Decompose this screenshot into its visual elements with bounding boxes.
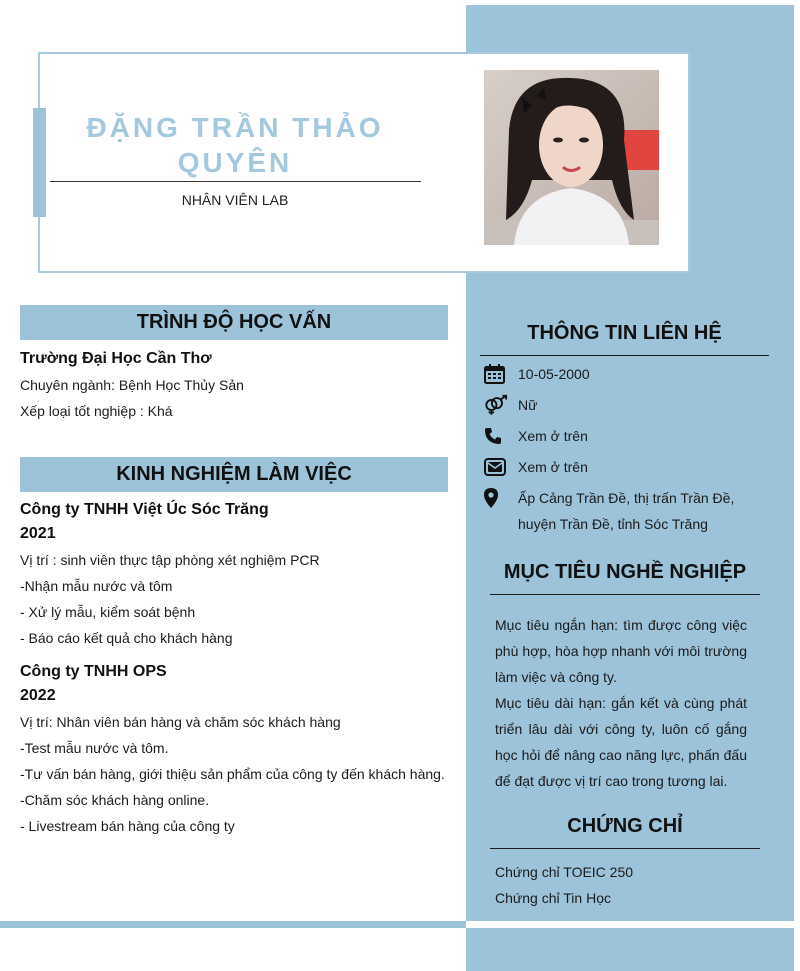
objective-heading: MỤC TIÊU NGHỀ NGHIỆP: [503, 561, 747, 583]
gender-icon: [484, 392, 508, 418]
job-2-year: 2022: [20, 687, 56, 704]
certificate-item: Chứng chỉ Tin Học: [495, 890, 611, 906]
objective-divider: [490, 594, 760, 595]
job-2-detail: -Test mẫu nước và tôm.: [20, 740, 169, 756]
header-accent-bar: [33, 108, 46, 217]
profile-photo: [484, 70, 659, 245]
contact-item-address: [484, 485, 784, 537]
phone-icon: [484, 423, 508, 449]
profile-photo-illustration: [484, 70, 659, 245]
job-title: NHÂN VIÊN LAB: [181, 192, 289, 208]
job-1-detail: -Nhận mẫu nước và tôm: [20, 578, 173, 594]
objective-text: [495, 612, 747, 794]
footer-strip: [0, 921, 466, 928]
contact-divider: [480, 355, 769, 356]
education-heading: TRÌNH ĐỘ HỌC VẤN: [20, 305, 448, 340]
contact-heading: THÔNG TIN LIÊN HỆ: [527, 322, 722, 344]
certificate-item: Chứng chỉ TOEIC 250: [495, 864, 634, 880]
objective-short-term: Mục tiêu ngắn hạn: tìm được công việc phù hợp, hòa hợp nhanh với môi trường làm việc và công ty.: [495, 617, 747, 685]
contact-gender-text: Nữ: [518, 397, 538, 413]
contact-address-text: Ấp Cảng Trần Đề, thị trấn Trần Đề, huyện Trần Đề, tỉnh Sóc Trăng: [518, 490, 735, 532]
education-major: Chuyên ngành: Bệnh Học Thủy Sản: [20, 377, 244, 393]
certificates-heading: CHỨNG CHỈ: [567, 815, 683, 837]
contact-birthdate-text: 10-05-2000: [518, 366, 590, 382]
contact-email-text: Xem ở trên: [518, 459, 588, 475]
job-2-detail: -Chăm sóc khách hàng online.: [20, 792, 210, 808]
objective-long-term: Mục tiêu dài hạn: gắn kết và cùng phát triển lâu dài với công ty, luôn cố gắng học hỏi để nâng cao năng lực, phấn đấu để đạt được vị trí cao trong tương lai.: [495, 695, 747, 789]
job-1-year: 2021: [20, 525, 56, 542]
contact-phone-text: Xem ở trên: [518, 428, 588, 444]
job-1-detail: - Báo cáo kết quả cho khách hàng: [20, 630, 233, 646]
candidate-name: [50, 110, 420, 180]
education-grade: Xếp loại tốt nghiệp : Khá: [20, 403, 173, 419]
education-school: Trường Đại Học Cần Thơ: [20, 350, 212, 367]
experience-heading: KINH NGHIỆM LÀM VIỆC: [20, 457, 448, 492]
name-divider: [50, 181, 421, 182]
job-2-company: Công ty TNHH OPS: [20, 663, 167, 680]
job-1-company: Công ty TNHH Việt Úc Sóc Trăng: [20, 501, 269, 518]
location-pin-icon: [484, 485, 508, 511]
candidate-name-line1: ĐẶNG TRẦN THẢO: [86, 112, 384, 143]
job-2-detail: -Tư vấn bán hàng, giới thiệu sản phẩm của công ty đến khách hàng.: [20, 766, 445, 782]
calendar-icon: [484, 361, 508, 387]
certificates-divider: [490, 848, 760, 849]
footer-block: [466, 928, 794, 971]
job-1-detail: Vị trí : sinh viên thực tập phòng xét nghiệm PCR: [20, 552, 320, 568]
candidate-name-line2: QUYÊN: [177, 147, 293, 178]
job-2-detail: Vị trí: Nhân viên bán hàng và chăm sóc khách hàng: [20, 714, 341, 730]
email-icon: [484, 454, 508, 480]
job-2-detail: - Livestream bán hàng của công ty: [20, 818, 235, 834]
job-1-detail: - Xử lý mẫu, kiểm soát bệnh: [20, 604, 196, 620]
